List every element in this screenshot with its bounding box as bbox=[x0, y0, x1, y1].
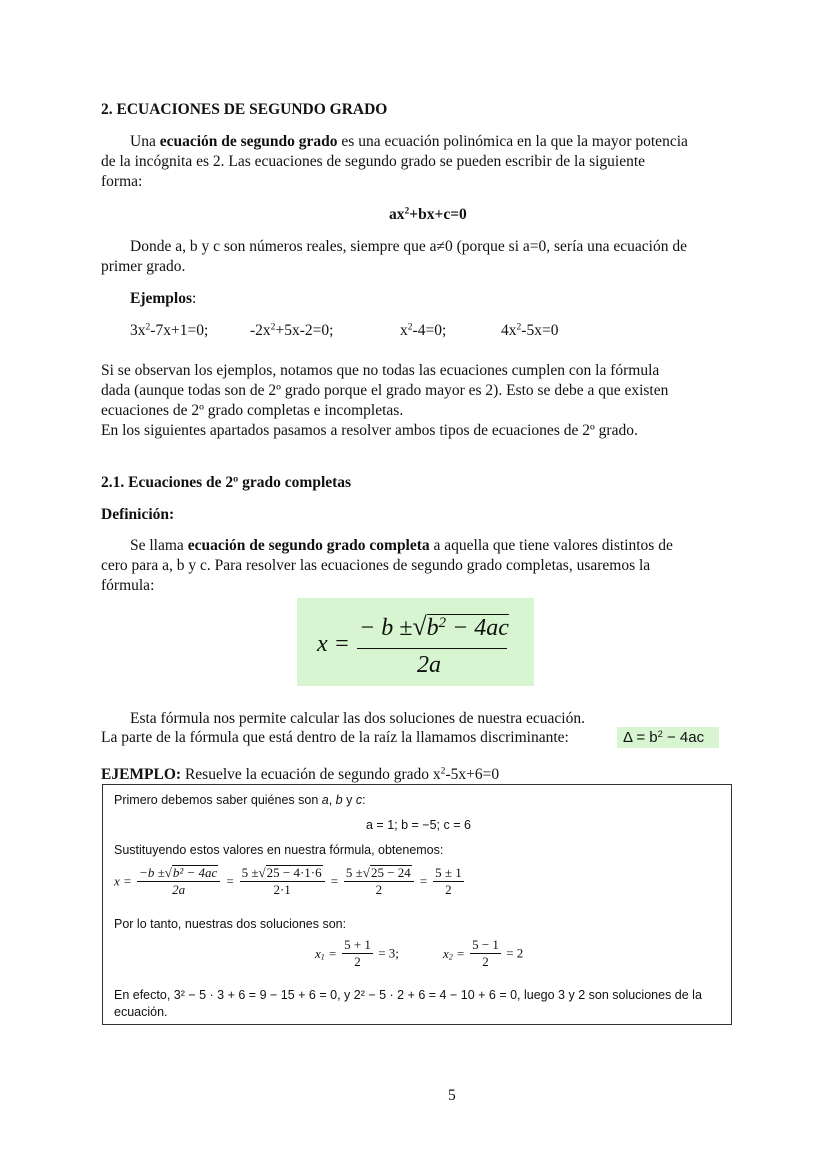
solution-2: $x_2$ = $\frac{5 - 1}{2}$ = 2 bbox=[443, 937, 524, 969]
intro-line-1: Una ecuación de segundo grado es una ecuación polinómica en la que la mayor potencia bbox=[130, 133, 688, 150]
ejemplo-line-1: Primero debemos saber quiénes son a, b y c: bbox=[114, 793, 366, 807]
observacion-line-4: En los siguientes apartados pasamos a resolver ambos tipos de ecuaciones de 2º grado. bbox=[101, 422, 638, 439]
observacion-line-2: dada (aunque todas son de 2º grado porque el grado mayor es 2). Esto se debe a que existen bbox=[101, 382, 669, 399]
ejemplo-line-3: Sustituyendo estos valores en nuestra fórmula, obtenemos: bbox=[114, 843, 444, 857]
ejemplo-4: $4x^2-5x=0$ bbox=[501, 321, 559, 339]
donde-line-1: Donde a, b y c son números reales, siempre que a≠0 (porque si a=0, sería una ecuación de bbox=[130, 238, 687, 255]
ejemplo-box bbox=[102, 784, 732, 1025]
observacion-line-3: ecuaciones de 2º grado completas e incompletas. bbox=[101, 402, 404, 419]
formula-denominator: 2a bbox=[417, 652, 441, 678]
formula-lhs: x = bbox=[317, 631, 350, 657]
after-formula-line-1: Esta fórmula nos permite calcular las dos soluciones de nuestra ecuación. bbox=[130, 710, 585, 727]
definicion-line-1: Se llama ecuación de segundo grado completa a aquella que tiene valores distintos de bbox=[130, 537, 673, 554]
formula-fraction-bar bbox=[357, 648, 507, 649]
quadratic-formula-box bbox=[297, 598, 534, 686]
subsection-title: 2.1. Ecuaciones de 2º grado completas bbox=[101, 474, 352, 491]
observacion-line-1: Si se observan los ejemplos, notamos que no todas las ecuaciones cumplen con la fórmula bbox=[101, 362, 660, 379]
ejemplos-label: Ejemplos: bbox=[130, 290, 197, 307]
ejemplo-check-line-2: ecuación. bbox=[114, 1005, 168, 1019]
donde-line-2: primer grado. bbox=[101, 258, 186, 275]
section-title: 2. ECUACIONES DE SEGUNDO GRADO bbox=[101, 101, 388, 118]
ejemplo-calculation: x = $\frac{\text{−b ±√b² − 4ac}}{2a}$ = $\frac{5 \pm√25 - 4\cdot 1\cdot 6}{2\cdot 1}$ = $\frac{5 \pm√25 - 24}{2}$ = $\frac{5 \pm 1}{2}$ bbox=[114, 865, 462, 897]
ejemplo-1: $3x^2-7x+1=0$; bbox=[130, 321, 209, 339]
ejemplo-2: $-2x^2+5x-2=0$; bbox=[250, 321, 334, 339]
definicion-line-2: cero para a, b y c. Para resolver las ecuaciones de segundo grado completas, usaremos la bbox=[101, 557, 651, 574]
after-formula-line-2: La parte de la fórmula que está dentro de la raíz la llamamos discriminante: bbox=[101, 729, 569, 746]
ejemplo-line-4: Por lo tanto, nuestras dos soluciones son: bbox=[114, 917, 347, 931]
formula-numerator: − $b \pm√b^2 - 4ac$ bbox=[359, 612, 509, 641]
ejemplo-values: a = 1; b = −5; c = 6 bbox=[366, 818, 471, 832]
intro-line-3: forma: bbox=[101, 173, 143, 190]
ejemplo-check-line-1: En efecto, 3² − 5 · 3 + 6 = 9 − 15 + 6 = 0, y 2² − 5 · 2 + 6 = 4 − 10 + 6 = 0, luego 3 y 2 son soluciones de la bbox=[114, 988, 702, 1002]
page-number: 5 bbox=[448, 1087, 456, 1104]
ejemplo-heading: EJEMPLO: Resuelve la ecuación de segundo grado $x^2-5x+6=0$ bbox=[101, 765, 500, 783]
solution-1: $x_1$ = $\frac{5 + 1}{2}$ = 3; bbox=[315, 937, 399, 969]
general-form: $ax^2+bx+c=0$ bbox=[389, 205, 467, 223]
intro-line-2: de la incógnita es 2. Las ecuaciones de segundo grado se pueden escribir de la siguiente bbox=[101, 153, 646, 170]
discriminant-box: $\Delta = b^2 - 4ac$ bbox=[617, 727, 719, 748]
definicion-label: Definición: bbox=[101, 506, 175, 523]
ejemplo-3: $x^2-4=0$; bbox=[400, 321, 447, 339]
definicion-line-3: fórmula: bbox=[101, 577, 155, 594]
